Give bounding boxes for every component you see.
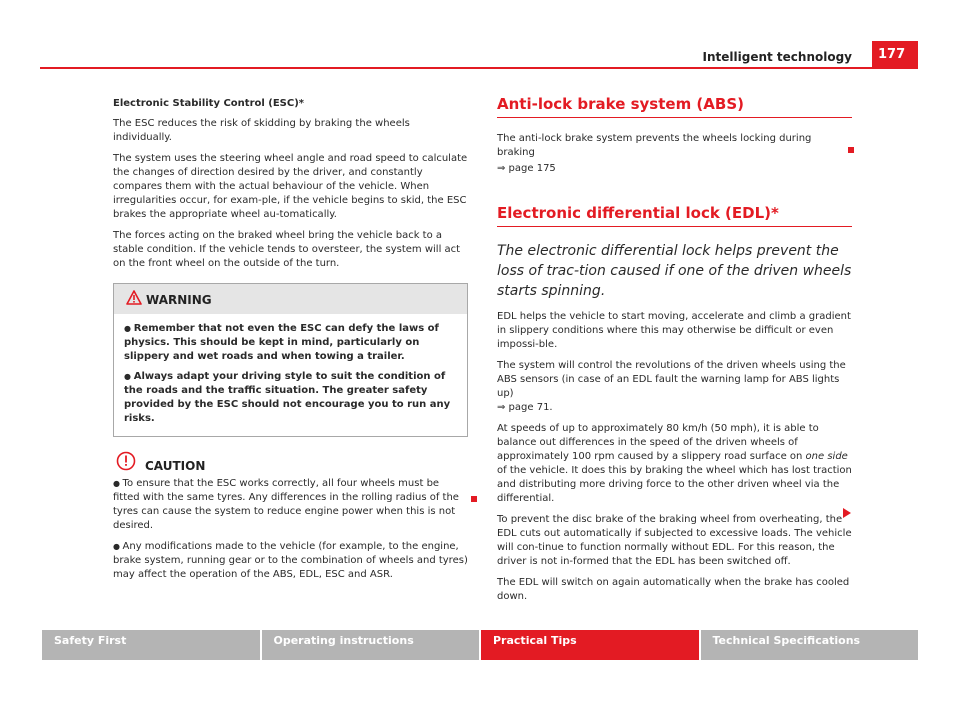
edl-lead: The electronic differential lock helps prevent the loss of trac-tion caused if one of the driven wheels starts spinning. bbox=[497, 243, 852, 299]
caution-exclamation-icon bbox=[116, 451, 136, 476]
edl-heading: Electronic differential lock (EDL)* bbox=[497, 206, 852, 227]
esc-label: Electronic Stability Control (ESC)* bbox=[113, 98, 305, 109]
footer-tab-practical-tips[interactable]: Practical Tips bbox=[481, 630, 699, 660]
esc-paragraph-3: The forces acting on the braked wheel bring the vehicle back to a stable condition. If the vehicle tends to oversteer, the system will act on the front wheel on the outside of the turn. bbox=[113, 230, 461, 269]
section-end-marker bbox=[848, 147, 854, 153]
abs-heading: Anti-lock brake system (ABS) bbox=[497, 97, 852, 118]
warning-item: ● Always adapt your driving style to suit the condition of the roads and the traffic situation. The greater safety provided by the ESC should not encourage you to run any risks. bbox=[124, 370, 457, 426]
edl-paragraph-2-text: The system will control the revolutions of the driven wheels using the ABS sensors (in case of an EDL fault the warning lamp for ABS lights up) bbox=[497, 360, 846, 399]
page-header-title: Intelligent technology bbox=[702, 50, 852, 64]
warning-body bbox=[114, 314, 467, 436]
caution-item: ● Any modifications made to the vehicle (for example, to the engine, brake system, running gear or to the combination of wheels and tyres) may affect the operation of the ABS, EDL, ESC and ASR. bbox=[113, 540, 468, 582]
warning-title: WARNING bbox=[146, 293, 212, 307]
edl-paragraph-4: To prevent the disc brake of the braking wheel from overheating, the EDL cuts out automatically if subjected to excessive loads. The vehicle will con-tinue to function normally without EDL. For this reason, the driver is not in-formed that the EDL has been switched off. bbox=[497, 514, 852, 567]
footer-tab-technical-specifications[interactable]: Technical Specifications bbox=[701, 630, 919, 660]
left-column bbox=[113, 97, 468, 589]
caution-section bbox=[113, 451, 468, 582]
edl-emphasis: one side bbox=[805, 451, 848, 462]
edl-page-ref[interactable]: ⇒ page 71. bbox=[497, 402, 553, 413]
warning-header bbox=[114, 284, 467, 314]
footer-nav bbox=[42, 630, 918, 660]
esc-paragraph-1: The ESC reduces the risk of skidding by braking the wheels individually. bbox=[113, 118, 410, 143]
footer-tab-safety-first[interactable]: Safety First bbox=[42, 630, 260, 660]
caution-title: CAUTION bbox=[145, 459, 206, 473]
caution-item: ● To ensure that the ESC works correctly, all four wheels must be fitted with the same tyres. Any differences in the rolling radius of the tyres can cause the system to reduce engine power when this is not desired. bbox=[113, 477, 468, 533]
page-number: 177 bbox=[872, 41, 918, 68]
footer-tab-operating-instructions[interactable]: Operating instructions bbox=[262, 630, 480, 660]
warning-item: ● Remember that not even the ESC can defy the laws of physics. This should be kept in mind, particularly on slippery and wet roads and when towing a trailer. bbox=[124, 322, 457, 364]
section-end-marker bbox=[471, 496, 477, 502]
edl-paragraph-3-b: of the vehicle. It does this by braking the wheel which has lost traction and distributing more driving force to the other driven wheel via the differential. bbox=[497, 465, 852, 504]
edl-paragraph-5: The EDL will switch on again automatically when the brake has cooled down. bbox=[497, 577, 850, 602]
header-rule bbox=[40, 67, 918, 69]
right-column bbox=[497, 97, 852, 611]
edl-paragraph-2 bbox=[497, 359, 852, 415]
edl-paragraph-3 bbox=[497, 422, 852, 506]
edl-paragraph-3-a: At speeds of up to approximately 80 km/h (50 mph), it is able to balance out differences in the speed of the driven wheels of approximately 100 rpm caused by a slippery road surface on bbox=[497, 423, 819, 462]
abs-page-ref[interactable]: ⇒ page 175 bbox=[497, 163, 556, 174]
edl-paragraph-1: EDL helps the vehicle to start moving, accelerate and climb a gradient in slippery conditions where this may otherwise be difficult or even impossi-ble. bbox=[497, 311, 851, 350]
caution-header bbox=[113, 451, 468, 477]
esc-paragraph-2: The system uses the steering wheel angle and road speed to calculate the changes of direction desired by the driver, and constantly compares them with the actual behaviour of the vehicle. When irregularities occur, for exam-ple, if the vehicle begins to skid, the ESC brakes the appropriate wheel au-tomatically. bbox=[113, 153, 468, 220]
warning-box bbox=[113, 283, 468, 437]
continue-arrow-icon bbox=[843, 508, 851, 518]
warning-triangle-icon bbox=[126, 290, 142, 310]
abs-text: The anti-lock brake system prevents the wheels locking during braking bbox=[497, 133, 812, 158]
page-header bbox=[0, 0, 960, 68]
